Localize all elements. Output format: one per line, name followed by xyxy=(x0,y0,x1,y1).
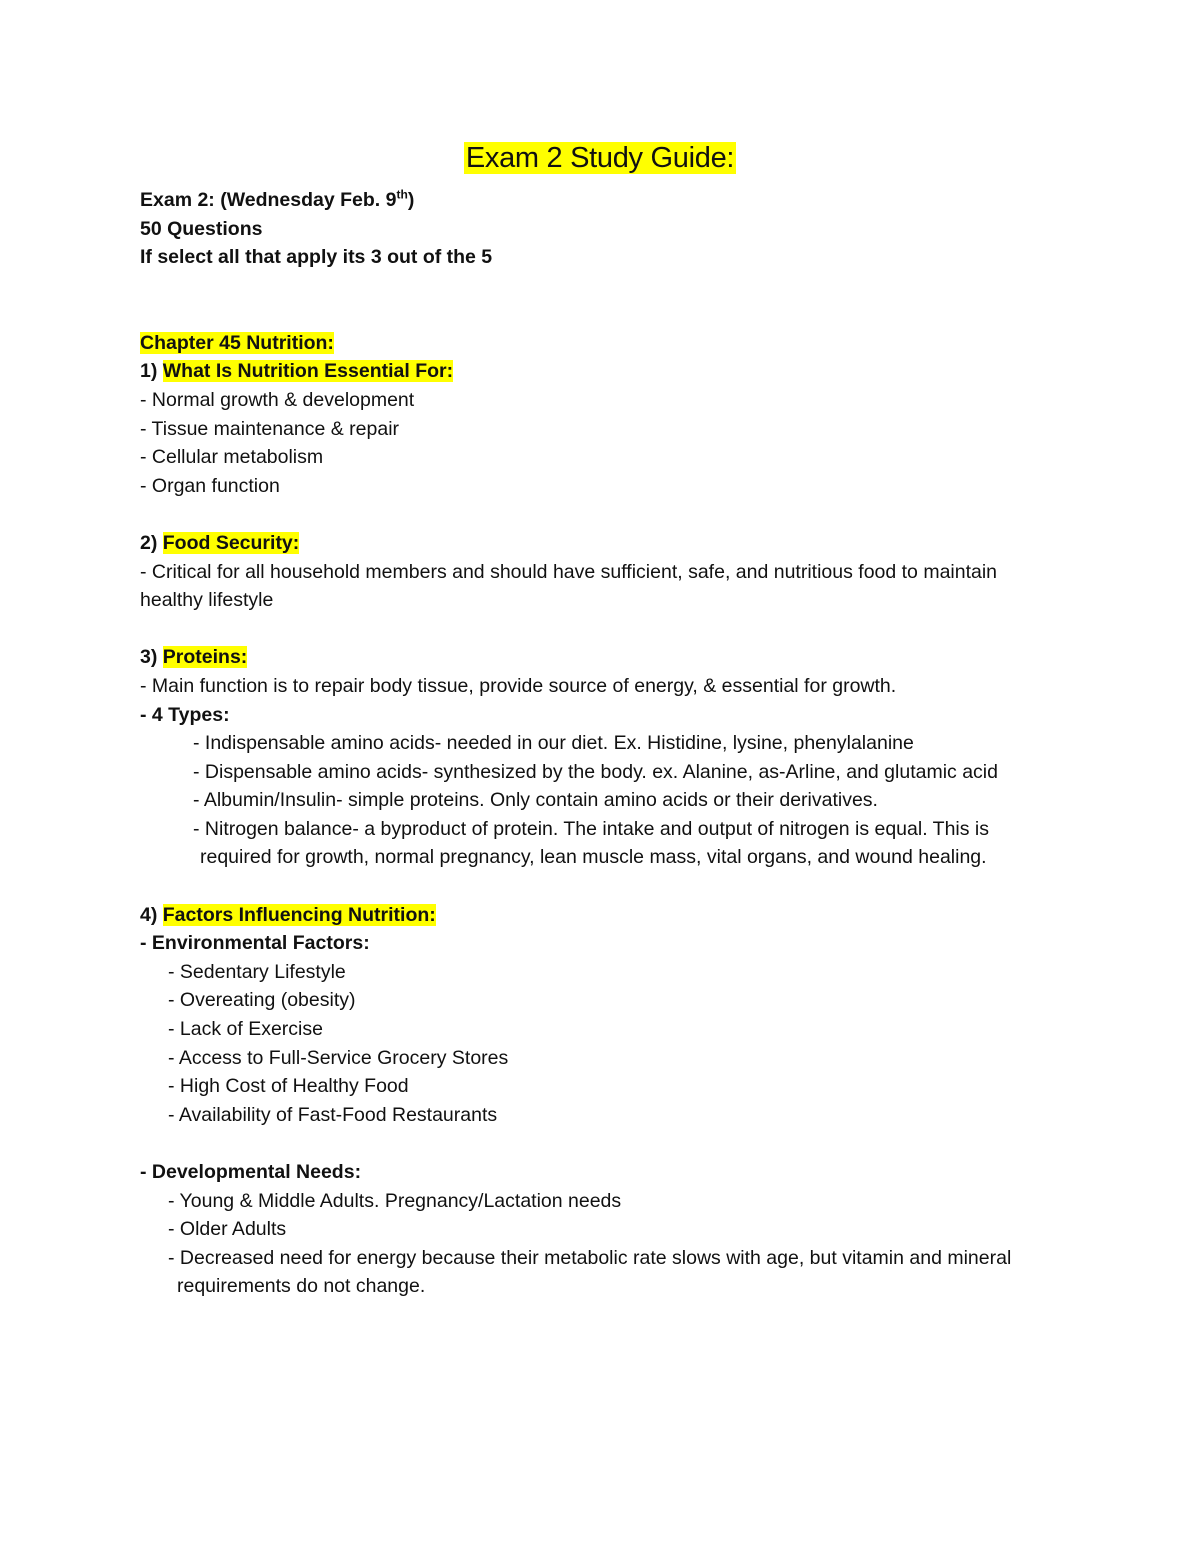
list-item: - Young & Middle Adults. Pregnancy/Lactation needs xyxy=(168,1189,622,1212)
chapter-heading xyxy=(140,329,1040,358)
title-block xyxy=(0,142,1200,175)
list-item: - Access to Full-Service Grocery Stores xyxy=(168,1046,509,1069)
section-2-heading xyxy=(140,529,1040,558)
section-2-title: Food Security: xyxy=(162,531,300,554)
list-item: - Overeating (obesity) xyxy=(168,989,356,1012)
protein-types-label: - 4 Types: xyxy=(140,703,230,726)
exam-questions: 50 Questions xyxy=(140,217,263,240)
section-4-num: 4) xyxy=(140,903,163,926)
list-item: - Lack of Exercise xyxy=(168,1018,323,1041)
chapter-heading-text: Chapter 45 Nutrition: xyxy=(140,331,334,354)
section-4-title: Factors Influencing Nutrition: xyxy=(162,903,436,926)
section-3-heading xyxy=(140,643,1040,672)
list-item: - Availability of Fast-Food Restaurants xyxy=(168,1103,498,1126)
document-body xyxy=(140,186,1040,1301)
exam-date-text: Exam 2: (Wednesday Feb. 9 xyxy=(140,189,397,211)
section-3-num: 3) xyxy=(140,646,163,669)
page-title: Exam 2 Study Guide: xyxy=(465,142,735,174)
list-item: - Sedentary Lifestyle xyxy=(168,960,346,983)
section-1-num: 1) xyxy=(140,360,163,383)
developmental-needs-label: - Developmental Needs: xyxy=(140,1161,362,1183)
proteins-main-function: - Main function is to repair body tissue, provide source of energy, & essential for growth. xyxy=(140,674,897,697)
list-item: - Decreased need for energy because their metabolic rate slows with age, but vitamin and mineral requirements do not change. xyxy=(168,1246,1012,1298)
section-3-title: Proteins: xyxy=(162,646,248,669)
section-4-heading xyxy=(140,901,1040,930)
list-item: - Dispensable amino acids- synthesized by the body. ex. Alanine, as-Arline, and glutamic acid xyxy=(193,760,998,783)
list-item: - Albumin/Insulin- simple proteins. Only contain amino acids or their derivatives. xyxy=(193,789,878,812)
list-item: - Indispensable amino acids- needed in our diet. Ex. Histidine, lysine, phenylalanine xyxy=(193,732,914,755)
list-item: - Tissue maintenance & repair xyxy=(140,417,400,440)
exam-sata-note: If select all that apply its 3 out of the 5 xyxy=(140,246,493,269)
exam-date-sup: th xyxy=(396,187,408,202)
section-1-heading xyxy=(140,357,1040,386)
list-item: - Nitrogen balance- a byproduct of protein. The intake and output of nitrogen is equal. This is required for growth, normal pregnancy, lean muscle mass, vital organs, and wound healing. xyxy=(193,817,990,869)
exam-date-close: ) xyxy=(407,189,415,211)
list-item: - Older Adults xyxy=(168,1218,287,1241)
section-2-num: 2) xyxy=(140,531,163,554)
exam-date xyxy=(140,186,1040,215)
food-security-text: - Critical for all household members and should have sufficient, safe, and nutritious food to maintain healthy lifestyle xyxy=(140,560,998,612)
list-item: - Cellular metabolism xyxy=(140,446,324,469)
list-item: - Normal growth & development xyxy=(140,388,415,411)
list-item: - Organ function xyxy=(140,474,280,497)
environmental-factors-label: - Environmental Factors: xyxy=(140,932,370,955)
section-1-title: What Is Nutrition Essential For: xyxy=(162,360,454,383)
list-item: - High Cost of Healthy Food xyxy=(168,1075,409,1098)
